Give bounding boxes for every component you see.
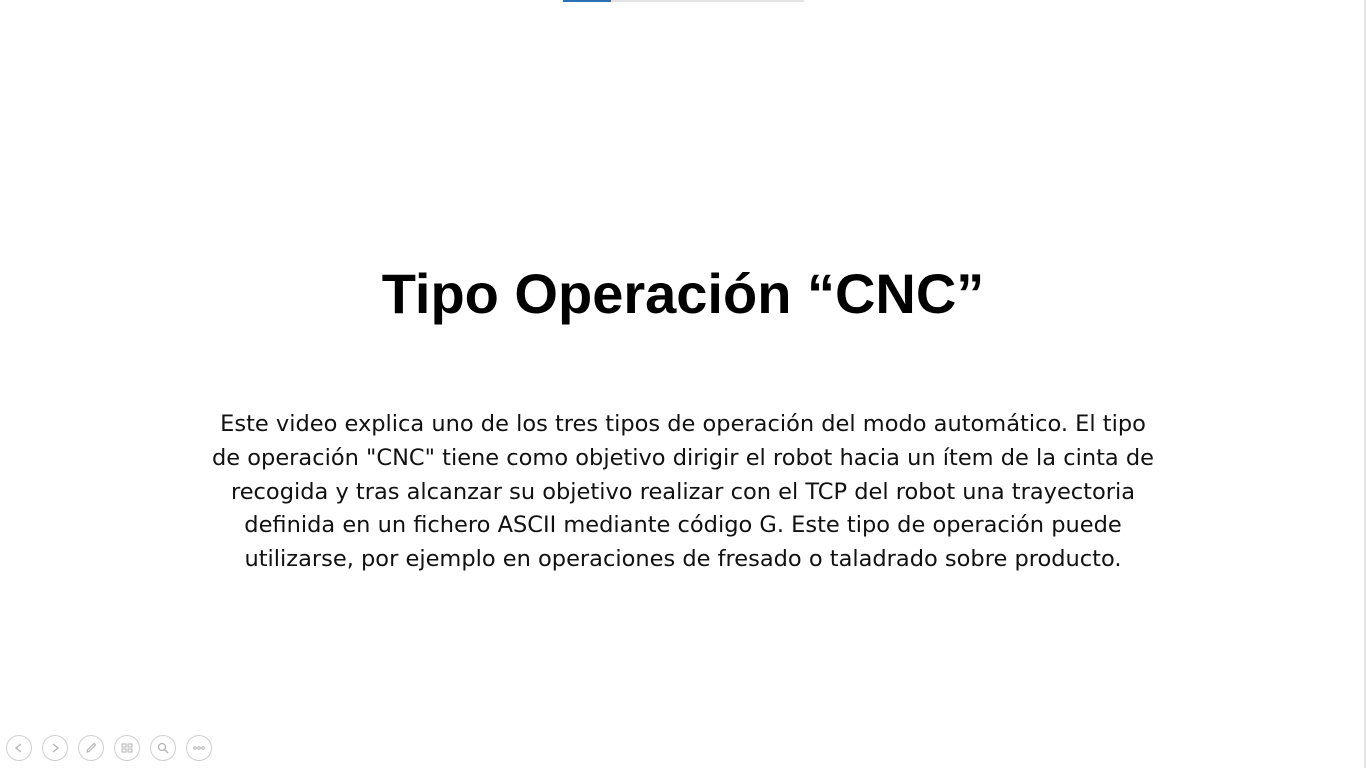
body-line: de operación "CNC" tiene como objetivo dirigir el robot hacia un ítem de la cinta de	[212, 444, 1154, 471]
see-all-slides-icon	[119, 740, 135, 756]
video-progress-fill	[563, 0, 611, 2]
zoom-icon	[155, 740, 171, 756]
slide-title: Tipo Operación “CNC”	[381, 262, 985, 325]
zoom-button[interactable]	[150, 735, 176, 761]
body-line: definida en un fichero ASCII mediante código G. Este tipo de operación puede	[244, 512, 1122, 539]
video-progress-track[interactable]	[563, 0, 804, 2]
previous-slide-icon	[11, 740, 27, 756]
pen-icon	[83, 740, 99, 756]
see-all-slides-button[interactable]	[114, 735, 140, 761]
more-options-icon	[191, 740, 207, 756]
previous-slide-button[interactable]	[6, 735, 32, 761]
slideshow-controls	[6, 735, 212, 763]
body-line: recogida y tras alcanzar su objetivo realizar con el TCP del robot una trayectoria	[230, 478, 1136, 505]
next-slide-icon	[47, 740, 63, 756]
body-line: utilizarse, por ejemplo en operaciones de fresado o taladrado sobre producto.	[244, 546, 1122, 573]
next-slide-button[interactable]	[42, 735, 68, 761]
slide-body-text	[145, 408, 1221, 577]
body-line: Este video explica uno de los tres tipos de operación del modo automático. El tipo	[220, 411, 1146, 437]
more-options-button[interactable]	[186, 735, 212, 761]
pen-button[interactable]	[78, 735, 104, 761]
